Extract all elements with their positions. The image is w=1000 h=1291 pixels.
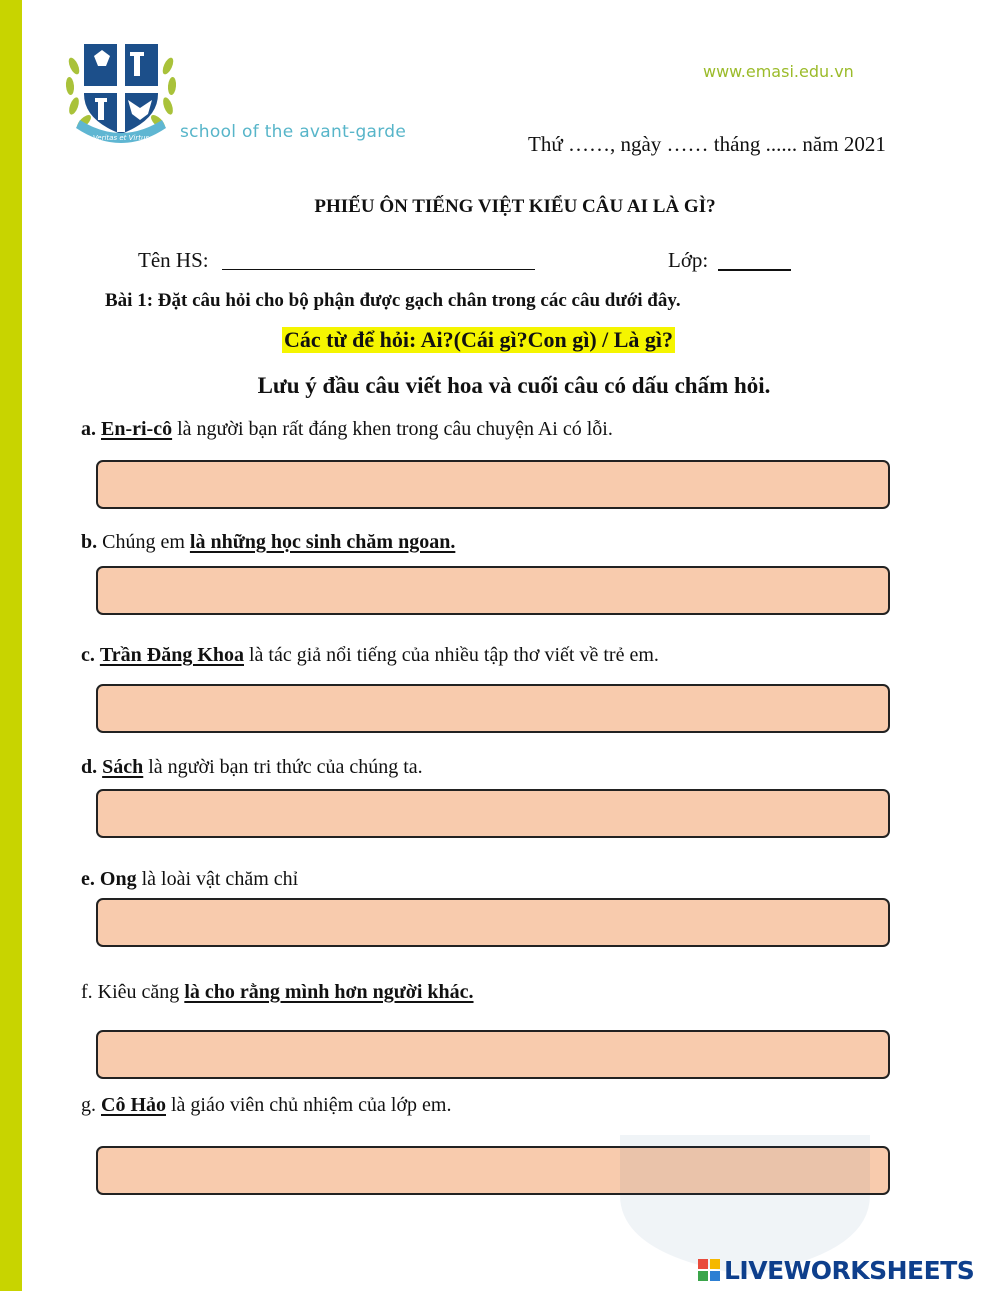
question-g: g. Cô Hảo là giáo viên chủ nhiệm của lớp em. — [81, 1094, 452, 1116]
question-marker: d. — [81, 756, 98, 778]
question-marker: b. — [81, 531, 98, 553]
class-label: Lớp: — [668, 248, 709, 272]
student-name-label: Tên HS: — [138, 248, 209, 272]
question-marker: g. — [81, 1094, 96, 1116]
writing-note: Lưu ý đầu câu viết hoa và cuối câu có dấu chấm hỏi. — [257, 373, 771, 398]
side-accent-bar — [0, 0, 22, 1291]
answer-box-c[interactable] — [96, 684, 890, 733]
answer-box-f[interactable] — [96, 1030, 890, 1079]
liveworksheets-brand — [698, 1256, 974, 1284]
answer-box-b[interactable] — [96, 566, 890, 615]
website-url: www.emasi.edu.vn — [703, 62, 854, 81]
underlined-part: là những học sinh chăm ngoan. — [189, 531, 456, 553]
question-d: d. Sách là người bạn tri thức của chúng ta. — [81, 756, 423, 778]
school-crest-logo — [62, 36, 180, 146]
school-slogan: school of the avant-garde — [180, 122, 407, 142]
question-marker: e. — [81, 868, 95, 890]
student-name-field[interactable] — [222, 269, 535, 270]
answer-box-e[interactable] — [96, 898, 890, 947]
question-marker: a. — [81, 418, 96, 440]
question-c: c. Trần Đăng Khoa là tác giả nổi tiếng của nhiều tập thơ viết về trẻ em. — [81, 644, 659, 666]
question-marker: f. — [81, 981, 93, 1003]
liveworksheets-logo-icon — [698, 1259, 720, 1281]
answer-box-a[interactable] — [96, 460, 890, 509]
crest-motto: Veritas et Virtus — [92, 134, 150, 142]
exercise-instruction: Bài 1: Đặt câu hỏi cho bộ phận được gạch chân trong các câu dưới đây. — [105, 290, 681, 311]
underlined-part: Sách — [102, 756, 144, 778]
page-title: PHIẾU ÔN TIẾNG VIỆT KIỂU CÂU AI LÀ GÌ? — [314, 196, 716, 217]
underlined-part: Trần Đăng Khoa — [99, 644, 244, 666]
question-a: a. En-ri-cô là người bạn rất đáng khen trong câu chuyện Ai có lỗi. — [81, 418, 613, 440]
liveworksheets-wordmark: LIVEWORKSHEETS — [724, 1255, 975, 1285]
question-f: f. Kiêu căng là cho rằng mình hơn người khác. — [81, 981, 474, 1003]
underlined-part: En-ri-cô — [101, 418, 173, 440]
question-b: b. Chúng em là những học sinh chăm ngoan. — [81, 531, 456, 553]
underlined-part: là cho rằng mình hơn người khác. — [184, 981, 474, 1003]
answer-box-d[interactable] — [96, 789, 890, 838]
underlined-part: Cô Hảo — [101, 1094, 166, 1116]
watermark-crest — [600, 1125, 890, 1275]
class-field[interactable] — [718, 269, 791, 271]
question-words-hint: Các từ để hỏi: Ai?(Cái gì?Con gì) / Là gì? — [284, 327, 674, 352]
question-marker: c. — [81, 644, 95, 666]
date-line: Thứ ……, ngày …… tháng ...... năm 2021 — [528, 132, 886, 156]
bold-part: Ong — [99, 868, 137, 890]
question-e: e. Ong là loài vật chăm chỉ — [81, 868, 299, 890]
